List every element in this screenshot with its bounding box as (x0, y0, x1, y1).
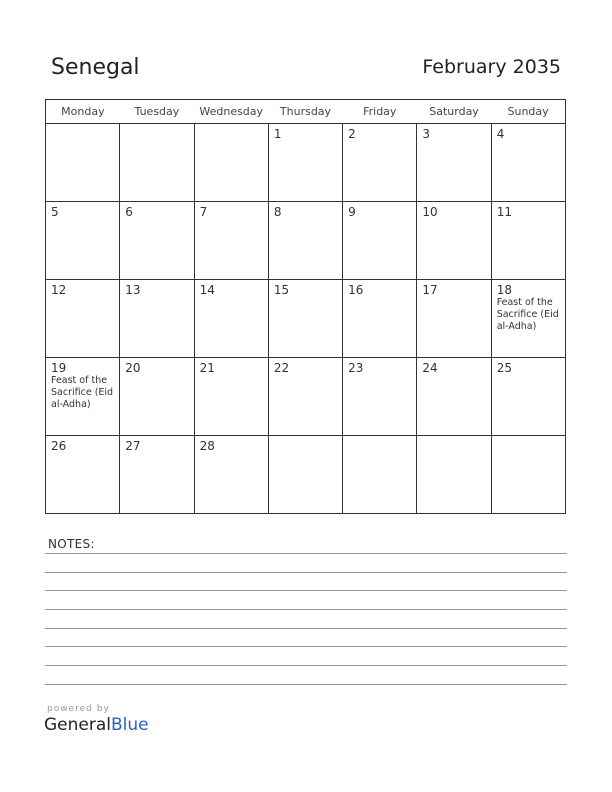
day-cell (417, 358, 491, 436)
day-number: 21 (199, 361, 215, 375)
day-cell (491, 124, 565, 202)
brand-name-blue: Blue (111, 715, 149, 735)
note-line (45, 572, 567, 573)
weekday-header-row (46, 100, 566, 124)
day-cell (268, 436, 342, 514)
day-number: 28 (199, 439, 215, 453)
day-number: 11 (496, 205, 512, 219)
note-line (45, 665, 567, 666)
brand-name-general: General (44, 715, 111, 735)
day-number: 9 (348, 205, 356, 219)
note-line (45, 628, 567, 629)
month-year-title: February 2035 (422, 56, 561, 78)
day-cell (343, 436, 417, 514)
day-number: 24 (422, 361, 438, 375)
day-number: 2 (348, 127, 356, 141)
day-number: 20 (125, 361, 141, 375)
day-cell (46, 280, 120, 358)
note-line (45, 684, 567, 685)
day-number: 12 (51, 283, 67, 297)
day-cell (194, 280, 268, 358)
day-cell (343, 202, 417, 280)
calendar-grid (45, 99, 566, 514)
day-cell (194, 202, 268, 280)
day-number: 17 (422, 283, 438, 297)
day-cell (343, 124, 417, 202)
week-row-1 (46, 124, 566, 202)
week-row-5 (46, 436, 566, 514)
day-cell (491, 436, 565, 514)
day-cell (343, 280, 417, 358)
day-number: 14 (199, 283, 215, 297)
note-line (45, 590, 567, 591)
day-number: 19 (51, 361, 67, 375)
day-number: 8 (273, 205, 282, 219)
powered-by-text: powered by (47, 704, 110, 714)
day-cell (268, 124, 342, 202)
note-line (45, 609, 567, 610)
brand-logo (44, 715, 149, 735)
holiday-label: Feast of the Sacrifice (Eid al-Adha) (51, 375, 114, 410)
day-cell (120, 124, 194, 202)
day-cell (46, 202, 120, 280)
day-number: 5 (51, 205, 59, 219)
week-row-4 (46, 358, 566, 436)
day-number: 3 (422, 127, 431, 141)
day-cell (194, 124, 268, 202)
day-cell (268, 358, 342, 436)
day-cell (268, 202, 342, 280)
weekday-wednesday: Wednesday (194, 100, 268, 124)
day-cell (194, 436, 268, 514)
day-number: 26 (51, 439, 67, 453)
weekday-friday: Friday (343, 100, 417, 124)
day-cell (120, 280, 194, 358)
day-number: 16 (348, 283, 364, 297)
day-number: 10 (422, 205, 438, 219)
day-cell (343, 358, 417, 436)
day-cell (417, 280, 491, 358)
day-cell (268, 280, 342, 358)
day-number: 25 (496, 361, 512, 375)
weekday-tuesday: Tuesday (120, 100, 194, 124)
week-row-2 (46, 202, 566, 280)
notes-label: NOTES: (48, 537, 95, 551)
weekday-monday: Monday (46, 100, 120, 124)
day-cell (417, 436, 491, 514)
day-cell (120, 436, 194, 514)
brand-footer (44, 704, 149, 735)
country-title: Senegal (51, 55, 140, 80)
weekday-sunday: Sunday (491, 100, 565, 124)
day-number: 15 (273, 283, 290, 297)
day-cell (46, 124, 120, 202)
week-row-3 (46, 280, 566, 358)
day-cell (120, 202, 194, 280)
note-line (45, 553, 567, 554)
day-cell (491, 280, 565, 358)
day-cell (417, 124, 491, 202)
day-cell (120, 358, 194, 436)
day-number: 1 (273, 127, 282, 141)
day-number: 23 (348, 361, 364, 375)
weekday-thursday: Thursday (268, 100, 342, 124)
weekday-saturday: Saturday (417, 100, 491, 124)
day-number: 13 (125, 283, 141, 297)
holiday-label: Feast of the Sacrifice (Eid al-Adha) (496, 297, 559, 332)
day-number: 27 (125, 439, 141, 453)
note-line (45, 646, 567, 647)
day-number: 4 (496, 127, 505, 141)
day-number: 18 (496, 283, 512, 297)
day-cell (491, 202, 565, 280)
day-number: 6 (125, 205, 133, 219)
day-cell (194, 358, 268, 436)
day-cell (46, 358, 120, 436)
day-cell (491, 358, 565, 436)
day-cell (46, 436, 120, 514)
day-number: 22 (273, 361, 290, 375)
day-number: 7 (199, 205, 208, 219)
day-cell (417, 202, 491, 280)
